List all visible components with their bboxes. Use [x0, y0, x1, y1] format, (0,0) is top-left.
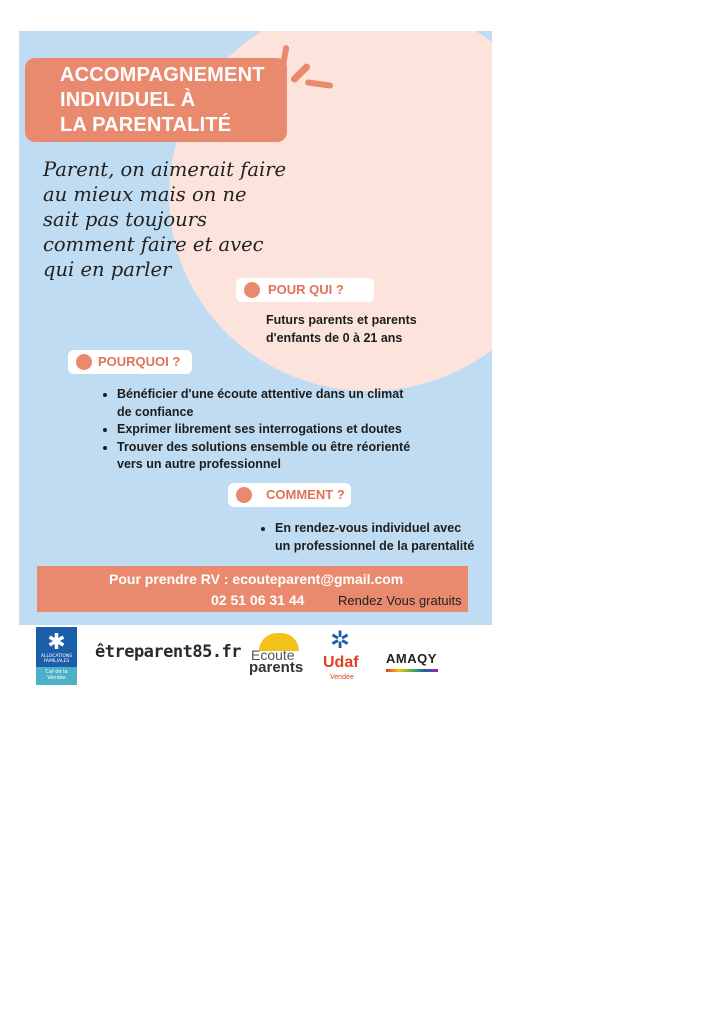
contact-note: Rendez Vous gratuits	[338, 593, 462, 608]
list-item: • Exprimer librement ses interrogations et doutes	[117, 421, 410, 439]
intro-line: sait pas toujours	[43, 208, 208, 231]
udaf-logo: ✲ Udaf Vendée	[323, 627, 359, 681]
comment-list	[259, 520, 474, 555]
comment-label: COMMENT ?	[228, 483, 351, 507]
intro-line: au mieux mais on ne	[43, 183, 247, 206]
contact-email-line: Pour prendre RV : ecouteparent@gmail.com	[109, 571, 404, 587]
intro-text	[43, 157, 286, 282]
intro-line: qui en parler	[43, 258, 172, 281]
amaqy-logo: AMAQY	[386, 651, 437, 666]
list-item: • Trouver des solutions ensemble ou être réorienté vers un autre professionnel	[117, 439, 410, 474]
list-item: • En rendez-vous individuel avec un professionnel de la parentalité	[275, 520, 474, 555]
etreparent-logo: êtreparent85.fr	[95, 642, 242, 662]
contact-banner	[37, 566, 468, 612]
flyer	[19, 31, 492, 625]
ecoute-parents-logo: Ecoute parents	[249, 633, 311, 691]
udaf-figures-icon: ✲	[330, 627, 351, 654]
caf-logo: ✱ ALLOCATIONS FAMILIALES Caf de la Vendée	[36, 627, 77, 685]
intro-line: Parent, on aimerait faire	[43, 158, 287, 181]
pourquoi-label: POURQUOI ?	[68, 350, 192, 374]
pour-qui-text-2: d'enfants de 0 à 21 ans	[266, 331, 403, 345]
pour-qui-text-1: Futurs parents et parents	[266, 313, 417, 327]
bullet-dot-icon	[76, 354, 92, 370]
intro-line: comment faire et avec	[43, 233, 264, 256]
pourquoi-list	[101, 386, 410, 474]
title-line-1: ACCOMPAGNEMENT	[60, 64, 265, 86]
amaqy-color-bar	[386, 669, 438, 672]
title-line-2: INDIVIDUEL À	[60, 89, 196, 111]
bullet-dot-icon	[244, 282, 260, 298]
partner-logos	[0, 625, 724, 695]
title-line-3: LA PARENTALITÉ	[60, 114, 232, 136]
contact-phone: 02 51 06 31 44	[211, 592, 305, 608]
pour-qui-label: POUR QUI ?	[236, 278, 374, 302]
title-banner	[25, 58, 287, 142]
caf-emblem-icon: ✱	[47, 629, 66, 654]
bullet-dot-icon	[236, 487, 252, 503]
list-item: • Bénéficier d'une écoute attentive dans un climat de confiance	[117, 386, 410, 421]
